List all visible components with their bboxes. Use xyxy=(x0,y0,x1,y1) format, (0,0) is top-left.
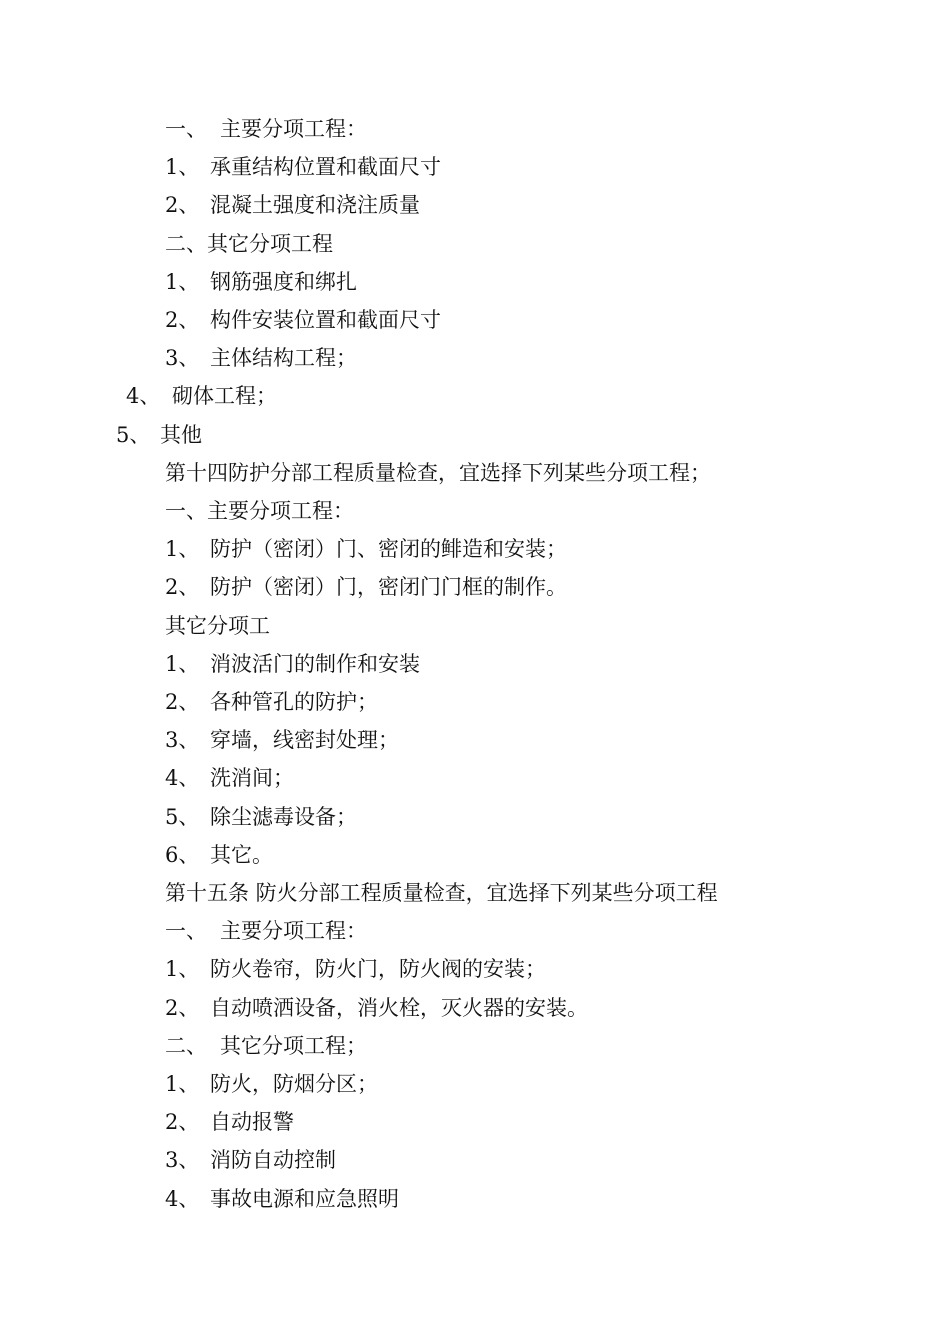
line-text: 混凝土强度和浇注质量 xyxy=(210,193,420,218)
list-number: 1、 xyxy=(165,537,200,562)
list-number: 1、 xyxy=(165,269,200,294)
line-text: 自动报警 xyxy=(210,1110,294,1135)
line-text: 第十四防护分部工程质量检查，宜选择下列某些分项工程； xyxy=(165,460,711,485)
list-number: 5、 xyxy=(165,804,200,829)
line-text: 主要分项工程： xyxy=(220,117,367,141)
list-number: 2、 xyxy=(165,575,200,600)
line-text: 防护（密闭）门，密闭门门框的制作。 xyxy=(210,575,567,600)
line-text: 洗消间； xyxy=(210,766,294,791)
line-text: 主体结构工程； xyxy=(210,346,357,371)
list-number: 2、 xyxy=(165,690,200,714)
line-text: 防护（密闭）门、密闭的鲱造和安装； xyxy=(210,537,567,562)
list-number: 3、 xyxy=(165,346,200,371)
line-text: 消防自动控制 xyxy=(210,1148,336,1173)
list-number: 2、 xyxy=(165,308,200,332)
line-text: 防火卷帘，防火门，防火阀的安装； xyxy=(210,957,546,982)
line-text: 其它分项工程； xyxy=(220,1033,367,1058)
list-number: 2、 xyxy=(165,193,200,218)
line-text: 其它。 xyxy=(210,842,273,867)
list-number: 二、 xyxy=(165,1033,207,1058)
list-number: 1、 xyxy=(165,957,200,982)
list-number: 6、 xyxy=(165,842,200,867)
list-number: 4、 xyxy=(165,1186,200,1211)
line-text: 二、其它分项工程 xyxy=(165,231,333,256)
list-number: 1、 xyxy=(165,155,200,180)
line-text: 构件安装位置和截面尺寸 xyxy=(210,308,441,332)
list-number: 3、 xyxy=(165,728,200,753)
list-number: 4、 xyxy=(126,384,161,409)
line-text: 承重结构位置和截面尺寸 xyxy=(210,155,441,180)
list-number: 3、 xyxy=(165,1148,200,1173)
line-text: 其他 xyxy=(160,422,202,447)
line-text: 各种管孔的防护； xyxy=(210,690,378,714)
line-text: 其它分项工 xyxy=(165,613,270,638)
list-number: 一、 xyxy=(165,117,207,141)
line-text: 消波活门的制作和安装 xyxy=(210,651,420,676)
line-text: 砌体工程； xyxy=(172,384,277,409)
list-number: 1、 xyxy=(165,651,200,676)
line-text: 防火，防烟分区； xyxy=(210,1072,378,1096)
list-number: 4、 xyxy=(165,766,200,791)
line-text: 事故电源和应急照明 xyxy=(210,1186,399,1211)
line-text: 自动喷洒设备，消火栓，灭火器的安装。 xyxy=(210,995,588,1020)
list-number: 一、 xyxy=(165,919,207,944)
line-text: 钢筋强度和绑扎 xyxy=(210,269,357,294)
line-text: 穿墙，线密封处理； xyxy=(210,728,399,753)
list-number: 2、 xyxy=(165,1110,200,1135)
line-text: 除尘滤毒设备； xyxy=(210,804,357,829)
line-text: 一、主要分项工程： xyxy=(165,499,354,523)
line-text: 第十五条 防火分部工程质量检查，宜选择下列某些分项工程 xyxy=(165,881,718,905)
line-text: 主要分项工程： xyxy=(220,919,367,944)
list-number: 5、 xyxy=(116,422,151,447)
list-number: 2、 xyxy=(165,995,200,1020)
list-number: 1、 xyxy=(165,1072,200,1096)
